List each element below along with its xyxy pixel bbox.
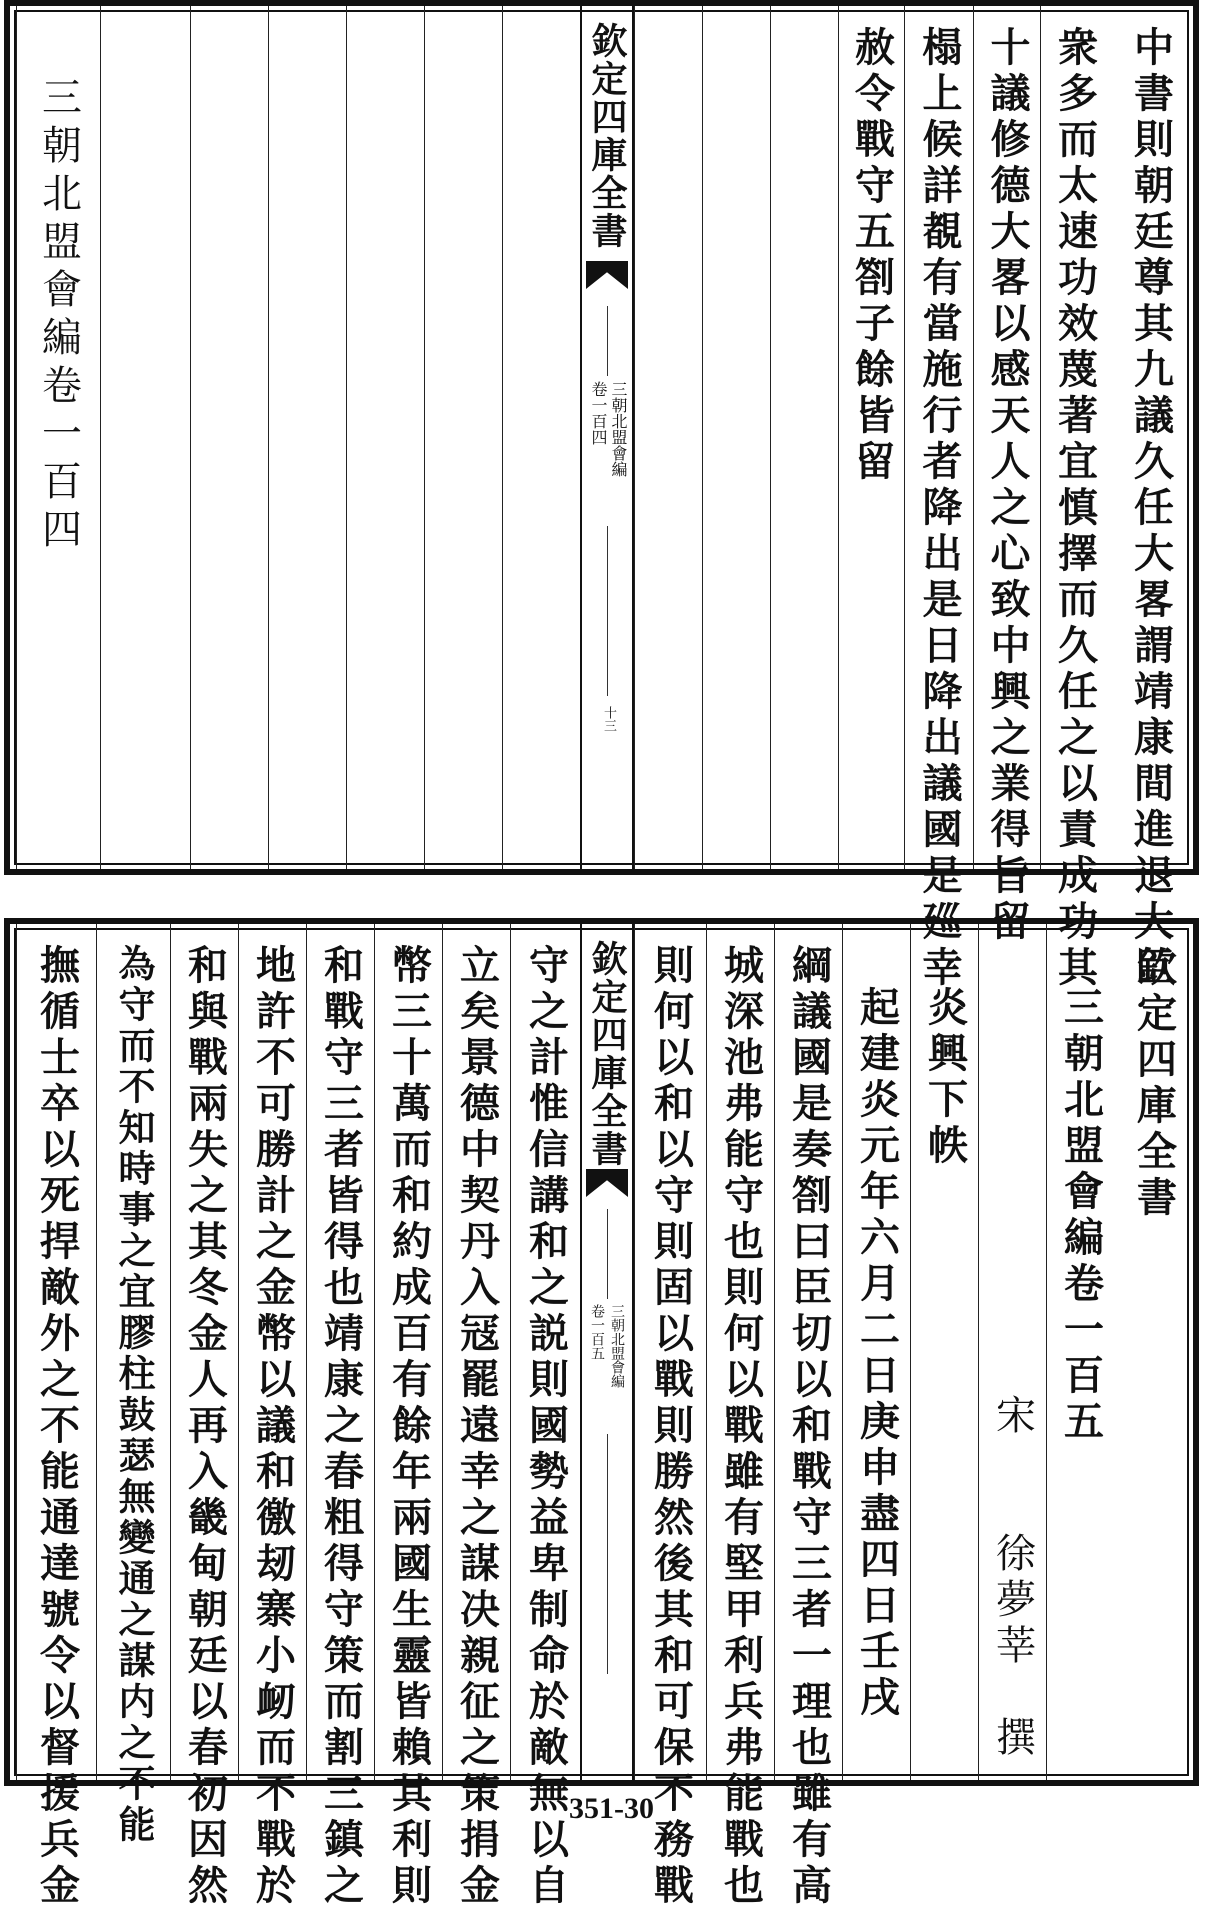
column-text: 和與戰兩失之其冬金人再入畿甸朝廷以春初因然 [181,944,229,1910]
column-text: 十議修德大畧以感天人之心致中興之業得旨留 [984,26,1031,946]
center-book-title: 三朝北盟會編 [609,381,628,477]
text-column [1114,924,1193,1780]
text-column [973,6,1040,946]
column-text: 地許不可勝計之金幣以議和徼刼寨小衂而不戰於 [249,944,297,1910]
empty-column [346,6,424,869]
text-column [510,924,580,1910]
text-column [774,924,842,1910]
text-column [238,924,306,1910]
text-column [978,924,1046,1780]
volume-end-label: 三朝北盟會編卷一百四 [35,76,82,556]
author-line: 宋 徐夢莘 撰 [989,1394,1036,1762]
top-page [4,0,1199,992]
text-column [306,924,374,1910]
center-fold [580,6,634,869]
empty-column [702,6,770,869]
column-text: 幣三十萬而和約成百有餘年兩國生靈皆賴其利則 [385,944,433,1910]
fold-line [607,1434,608,1674]
text-column [1046,924,1114,1780]
empty-column [634,6,702,869]
center-title: 欽定四庫全書 [586,22,628,250]
column-text: 為守而不知時事之宜膠柱鼔瑟無變通之謀内之不能 [112,944,156,1846]
volume-title: 三朝北盟會編卷一百五 [1057,986,1105,1446]
text-column [634,924,706,1910]
empty-column [100,6,190,869]
empty-column [190,6,268,869]
empty-column [424,6,502,869]
center-fold [580,924,634,1780]
text-column [1108,6,1193,992]
column-text: 綱議國是奏劄曰臣切以和戰守三者一理也雖有高 [785,944,833,1910]
fold-line [607,526,608,696]
text-column [904,6,973,992]
text-column [96,924,170,1846]
empty-column [770,6,838,869]
center-book-title: 三朝北盟會編 [609,1304,625,1388]
column-text: 赦令戰守五劄子餘皆留 [848,26,896,486]
column-text: 榻上候詳覩有當施行者降出是日降出議國是廵幸 [916,26,963,992]
center-title: 欽定四庫全書 [586,940,628,1168]
text-column [16,6,100,869]
page-number: 351-30 [569,1792,654,1825]
center-volume: 卷一百五 [589,1304,605,1360]
text-column [170,924,238,1910]
date-line: 起建炎元年六月二日庚申盡四日壬戌 [853,986,901,1722]
column-text: 衆多而太速功效蔑著宜慎擇而久任之以責成功其 [1051,26,1099,992]
text-column [838,6,904,869]
text-column [842,924,910,1780]
text-column [16,924,96,1910]
text-column [442,924,510,1910]
empty-column [268,6,346,869]
book-title: 欽定四庫全書 [1130,946,1178,1222]
leaf-number: 十三 [601,706,616,732]
center-volume: 卷一百四 [589,381,608,445]
fold-line [607,1209,608,1299]
text-column [1040,6,1108,992]
fold-line [607,306,608,376]
column-text: 守之計惟信講和之説則國勢益卑制命於敵無以自 [522,944,570,1910]
text-column [374,924,442,1910]
section-title: 炎興下帙 [921,986,969,1170]
text-column [706,924,774,1910]
column-text: 城深池弗能守也則何以戰雖有堅甲利兵弗能戰也 [717,944,765,1910]
text-column [910,924,978,1780]
column-text: 和戰守三者皆得也靖康之春粗得守策而割三鎮之 [317,944,365,1910]
column-text: 撫循士卒以死捍敵外之不能通達號令以督援兵金 [33,944,81,1910]
column-text: 則何以和以守則固以戰則勝然後其和可保不務戰 [647,944,695,1910]
column-text: 中書則朝廷尊其九議久任大畧謂靖康間進退大臣 [1127,26,1175,992]
fish-tail-mark [586,261,628,289]
column-text: 立矣景德中契丹入冦罷遠幸之謀决親征之策捐金 [453,944,501,1910]
empty-column [502,6,580,869]
fish-tail-mark [586,1169,628,1197]
